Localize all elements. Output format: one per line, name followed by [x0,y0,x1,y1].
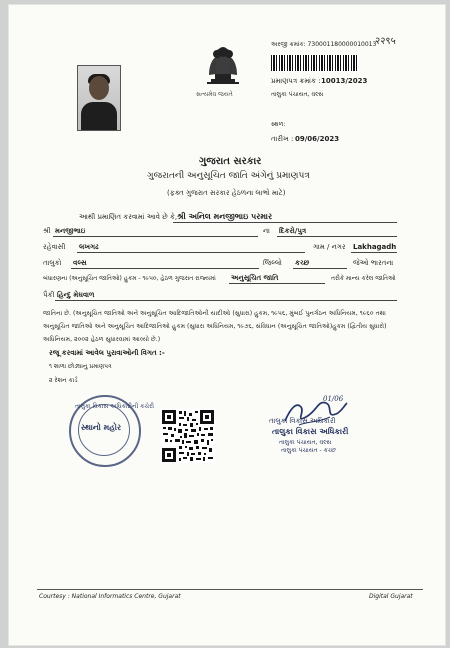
certificate-number-value: 10013/2023 [321,77,368,85]
signature-line-2: તાલુકા વિકાસ અધિકારી [272,427,349,436]
footer-rule [37,589,423,590]
applicant-name: શ્રી અનિલ મનજીભાઇ પરમાર [177,212,273,221]
taluka-label: તાલુકો [43,259,62,267]
stamp-main-text: સ્થાનો મહોર [80,423,122,432]
signature-line-4: તાલુકા પંચાયત - કચ્છ [281,447,336,454]
district-value: કચ્છ [295,259,310,267]
legal-paragraph: જાતિના છે. (અનુસૂચિત જાતિઓ અને અનુસૂચિત આદિજાતિઓની યાદીઓ (સુધારા) હુકમ, ૧૯૫૬, મુંબઈ પુનર્ગઠન અધિનિયમ, ૧૯૬૦ તથા અનુસૂચિત જાતિઓ અને અનુસૂચિત આદિજાતિઓ હુકમ (સુધારા અધિનિયમ, ૧૯૭૬, સંવિધાન (અનુસૂચિત જાતિઓ)હુકમ (દ્વિતીય સુધારો) અધિનિયમ, ૨૦૦૨ હેઠળ સુધારવામાં આવ્યો છે.) [43,310,387,343]
resident-label: રહેવાસી [43,243,66,251]
stamp-ring-text: તાલુકા વિકાસ અધિકારીની કચેરી [75,403,154,410]
father-name: મનજીભાઇ [55,227,86,235]
document-item: ૨ રેશન કાર્ડ [49,377,78,384]
document-item: ૧ શાળા છોડ્યાનુ પ્રમાણપત્ર [49,363,112,370]
applicant-photo [77,65,121,131]
corner-number: २२९५ [375,36,396,47]
certificate-subtitle: (ફક્ત ગુજરાત સરકાર હેઠળના લાભો માટે) [167,189,286,197]
clause-1-value: અનુસૂચિત જાતિ [231,274,279,282]
clause-1-suffix: તરીકે માન્ય કરેલ જાતિઓ [331,275,396,282]
signature-scribble: 01/06 [323,395,344,403]
certificate-title: ગુજરાતની અનુસૂચિત જાતિ અંગેનું પ્રમાણપત્ર [147,171,310,181]
resident-value: લખગઢ [79,243,99,251]
district-label: જિલ્લો [263,259,282,267]
signature-line-3: તાલુકા પંચાયત, વલ્સ [279,439,332,446]
village-value: Lakhagadh [353,243,397,251]
date-label: તારીખ : [271,135,294,143]
clause-1-prefix: બંધારણના (અનુસૂચિત જાતિઓ) હુકમ - ૧૯૫૦, હેઠળ ગુજરાત રાજ્યમાં [43,275,216,282]
certificate-sheet [19,13,435,600]
father-prefix: શ્રી [43,227,51,235]
relation-value: દિકરો/પુત્ર [279,227,307,235]
signature-line-1: તાલુકા વિકાસ અધિકારી [269,417,336,425]
emblem-caption: સત્યમેવ જયતે [196,91,233,98]
certificate-number-label: પ્રમાણપત્ર ક્રમાંક : [271,77,321,85]
issuing-office: તાલુકા પંચાયત, વલ્સ [271,91,324,98]
certificate-paper [8,4,446,646]
footer-left: Courtesy : National Informatics Centre, Gujarat [39,593,181,600]
certify-text: આથી પ્રમાણિત કરવામાં આવે છે કે, [79,213,178,221]
footer-right: Digital Gujarat [369,593,413,600]
relation-label: ના [263,227,270,235]
taluka-value: વલ્સ [73,259,87,267]
state-emblem-icon [199,41,247,93]
qr-code-icon [161,409,215,463]
caste-value: હિન્દુ મેઘવાળ [57,291,95,299]
date-value: 09/06/2023 [295,135,340,143]
state-label: જેઓ ભારતના [353,259,394,267]
place-label: સ્થળ: [271,121,286,128]
government-title: ગુજરાત સરકાર [199,156,262,167]
documents-heading: રજૂ કરવામાં આવેલ પુરાવાઓની વિગત :- [49,349,165,357]
caste-label: પૈકી [43,291,55,299]
village-label: ગામ / નગર [313,243,346,251]
application-number: અરજી ક્રમાંક: 730001180000010013 [271,41,377,48]
application-barcode [271,55,359,71]
